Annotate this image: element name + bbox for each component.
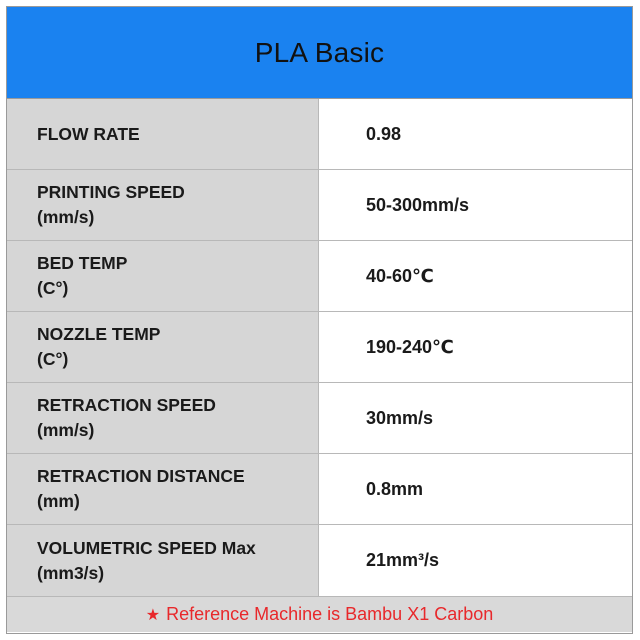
footer-note: Reference Machine is Bambu X1 Carbon [166,604,494,624]
row-label: FLOW RATE [37,123,140,144]
row-unit: (mm) [37,491,80,511]
row-unit: (mm/s) [37,207,95,227]
row-value-cell [319,99,632,169]
star-icon: ★ [145,606,161,624]
row-label-cell [7,241,319,311]
table-row-flow-rate [7,99,632,170]
table-header [7,7,632,99]
row-unit: (C°) [37,278,69,298]
table-row-retraction-distance [7,454,632,525]
row-value-cell [319,525,632,596]
row-label-cell [7,454,319,524]
table-row-nozzle-temp [7,312,632,383]
row-label: RETRACTION SPEED [37,395,216,415]
row-value: 50-300mm/s [366,194,470,215]
table-footer [7,597,632,632]
row-value-cell [319,383,632,453]
row-value-cell [319,454,632,524]
row-value-cell [319,312,632,382]
spec-table [6,6,633,634]
row-label: PRINTING SPEED [37,182,185,202]
row-label-cell [7,383,319,453]
table-row-printing-speed [7,170,632,241]
row-unit: (mm/s) [37,420,95,440]
row-value-cell [319,170,632,240]
row-unit: (C°) [37,349,69,369]
row-value-cell [319,241,632,311]
row-value: 21mm³/s [366,550,440,570]
row-value: 190-240℃ [366,336,454,357]
table-row-volumetric-speed [7,525,632,597]
row-label: VOLUMETRIC SPEED Max [37,537,256,558]
row-value: 0.98 [366,123,402,144]
row-label: RETRACTION DISTANCE [37,466,245,486]
table-row-bed-temp [7,241,632,312]
row-label-cell [7,99,319,169]
row-unit: (mm3/s) [37,562,105,583]
row-value: 40-60℃ [366,265,434,286]
row-label-cell [7,170,319,240]
row-label: NOZZLE TEMP [37,324,161,344]
table-row-retraction-speed [7,383,632,454]
row-label-cell [7,312,319,382]
row-label: BED TEMP [37,253,128,273]
table-title: PLA Basic [254,36,385,68]
row-value: 0.8mm [366,478,424,499]
row-label-cell [7,525,319,596]
row-value: 30mm/s [366,407,434,428]
